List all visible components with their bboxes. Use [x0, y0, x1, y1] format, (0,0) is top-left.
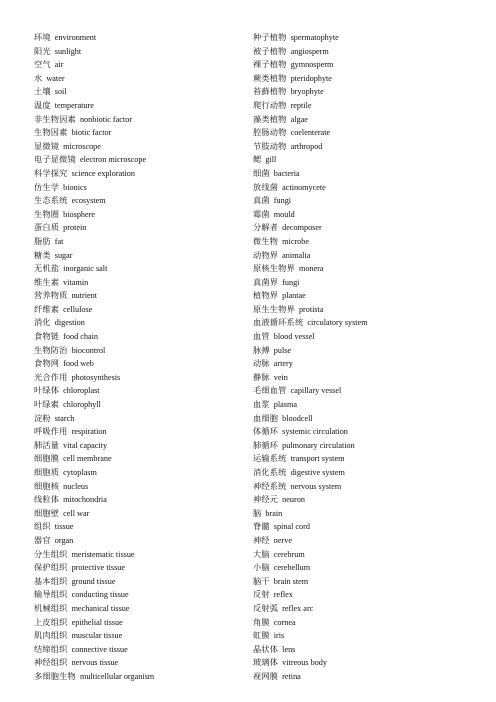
- glossary-entry: [253, 113, 453, 127]
- chinese-term: 真菌界: [253, 276, 279, 287]
- chinese-term: 温度: [34, 99, 51, 110]
- chinese-term: 糖类: [34, 249, 51, 260]
- chinese-term: 呼吸作用: [34, 426, 68, 437]
- chinese-term: 阳光: [34, 45, 51, 56]
- glossary-entry: [34, 289, 220, 303]
- chinese-term: 肺活量: [34, 439, 60, 450]
- chinese-term: 淀粉: [34, 412, 51, 423]
- glossary-entry: [253, 85, 453, 99]
- glossary-entry: [253, 452, 453, 466]
- glossary-entry: [253, 425, 453, 439]
- english-term: bloodcell: [282, 413, 313, 423]
- chinese-term: 原核生物界: [253, 263, 295, 274]
- english-term: nerve: [273, 535, 292, 545]
- english-term: pteridophyte: [290, 73, 332, 83]
- english-term: tissue: [54, 522, 74, 532]
- chinese-term: 科学探究: [34, 167, 68, 178]
- chinese-term: 结缔组织: [34, 643, 68, 654]
- english-term: biotic factor: [71, 128, 112, 138]
- chinese-term: 血液循环系统: [253, 317, 304, 328]
- chinese-term: 显微镜: [34, 140, 60, 151]
- english-term: fat: [54, 236, 64, 246]
- english-term: mitochondria: [63, 495, 107, 505]
- glossary-entry: [34, 208, 220, 222]
- english-term: protista: [298, 304, 324, 314]
- glossary-entry: [253, 439, 453, 453]
- english-term: fungi: [282, 277, 300, 287]
- english-term: digestive system: [290, 468, 345, 477]
- chinese-term: 苔藓植物: [253, 86, 287, 97]
- english-term: fungi: [273, 196, 292, 206]
- glossary-entry: [253, 221, 453, 235]
- glossary-entry: [34, 153, 220, 167]
- glossary-entry: [253, 167, 453, 181]
- chinese-term: 真菌: [253, 195, 270, 206]
- glossary-entry: [34, 235, 220, 249]
- chinese-term: 血管: [253, 331, 270, 342]
- english-term: inorganic salt: [63, 264, 108, 274]
- english-term: retina: [282, 671, 301, 681]
- glossary-entry: [253, 548, 453, 562]
- glossary-entry: [253, 140, 453, 154]
- chinese-term: 蛋白质: [34, 222, 60, 233]
- chinese-term: 消化系统: [253, 467, 287, 477]
- english-term: temperature: [54, 100, 94, 110]
- english-term: brain: [265, 508, 283, 518]
- glossary-entry: [34, 316, 220, 330]
- chinese-term: 营养物质: [34, 290, 68, 301]
- glossary-entry: [34, 575, 220, 589]
- glossary-entry: [34, 140, 220, 154]
- english-term: algae: [290, 114, 308, 124]
- glossary-entry: [34, 412, 220, 426]
- glossary-entry: [253, 126, 453, 140]
- english-term: neuron: [282, 495, 305, 505]
- glossary-entry: [253, 602, 453, 616]
- glossary-entry: [34, 249, 220, 263]
- chinese-term: 机械组织: [34, 602, 68, 613]
- chinese-term: 蕨类植物: [253, 72, 287, 83]
- glossary-entry: [253, 249, 453, 263]
- glossary-entry: [34, 643, 220, 657]
- glossary-entry: [253, 58, 453, 72]
- glossary-entry: [253, 643, 453, 657]
- glossary-entry: [34, 398, 220, 412]
- chinese-term: 大脑: [253, 548, 270, 559]
- glossary-entry: [253, 289, 453, 303]
- glossary-entry: [34, 480, 220, 494]
- glossary-entry: [253, 371, 453, 385]
- english-term: capillary vessel: [290, 386, 342, 396]
- glossary-entry: [253, 194, 453, 208]
- glossary-entry: [253, 262, 453, 276]
- chinese-term: 生物圈: [34, 208, 60, 219]
- chinese-term: 光合作用: [34, 371, 68, 382]
- english-term: nervous system: [290, 481, 342, 491]
- english-term: nonbiotic factor: [79, 114, 133, 124]
- english-term: vitamin: [63, 277, 89, 287]
- english-term: brain stem: [273, 576, 309, 586]
- chinese-term: 脑: [253, 507, 262, 518]
- glossary-entry: [253, 412, 453, 426]
- chinese-term: 运输系统: [253, 453, 287, 464]
- glossary-entry: [253, 384, 453, 398]
- chinese-term: 肺循环: [253, 439, 279, 450]
- chinese-term: 角膜: [253, 616, 270, 627]
- glossary-entry: [34, 629, 220, 643]
- chinese-term: 植物界: [253, 290, 279, 301]
- chinese-term: 反射: [253, 589, 270, 600]
- glossary-entry: [253, 520, 453, 534]
- glossary-entry: [253, 616, 453, 630]
- english-term: cellulose: [63, 304, 93, 314]
- english-term: chlorophyll: [63, 400, 101, 410]
- english-term: ground tissue: [71, 576, 116, 586]
- english-term: bacteria: [273, 168, 300, 178]
- english-term: systemic circulation: [282, 427, 348, 437]
- english-term: starch: [54, 413, 75, 423]
- chinese-term: 消化: [34, 317, 51, 328]
- glossary-entry: [253, 588, 453, 602]
- glossary-entry: [34, 85, 220, 99]
- glossary-entry: [34, 45, 220, 59]
- glossary-entry: [253, 72, 453, 86]
- english-term: lens: [282, 644, 296, 654]
- english-term: soil: [54, 87, 67, 97]
- glossary-entry: [34, 167, 220, 181]
- chinese-term: 小脑: [253, 562, 270, 573]
- chinese-term: 鳃: [253, 154, 262, 165]
- english-term: ecosystem: [71, 196, 106, 206]
- chinese-term: 神经系统: [253, 480, 287, 491]
- english-term: chloroplast: [63, 386, 100, 396]
- glossary-entry: [253, 330, 453, 344]
- glossary-entry: [34, 58, 220, 72]
- glossary-entry: [34, 99, 220, 113]
- glossary-entry: [253, 656, 453, 670]
- glossary-entry: [34, 452, 220, 466]
- glossary-entry: [34, 276, 220, 290]
- chinese-term: 生态系统: [34, 195, 68, 206]
- english-term: spermatophyte: [290, 33, 339, 42]
- chinese-term: 环境: [34, 32, 51, 42]
- chinese-term: 腔肠动物: [253, 127, 287, 138]
- glossary-entry: [34, 670, 220, 684]
- chinese-term: 肌肉组织: [34, 630, 68, 641]
- chinese-term: 神经: [253, 534, 270, 545]
- english-term: gymnosperm: [290, 60, 334, 70]
- chinese-term: 视网膜: [253, 670, 279, 681]
- chinese-term: 神经元: [253, 494, 279, 505]
- chinese-term: 种子植物: [253, 32, 287, 42]
- english-term: multicellular organism: [79, 671, 155, 681]
- glossary-entry: [253, 357, 453, 371]
- english-term: mechanical tissue: [71, 603, 130, 613]
- glossary-entry: [34, 262, 220, 276]
- chinese-term: 输导组织: [34, 589, 68, 600]
- english-term: arthropod: [290, 141, 323, 151]
- english-term: cell war: [63, 508, 90, 518]
- chinese-term: 细胞壁: [34, 507, 60, 518]
- chinese-term: 食物链: [34, 331, 60, 342]
- chinese-term: 血细胞: [253, 412, 279, 423]
- english-term: reflex arc: [282, 603, 314, 613]
- english-term: air: [54, 60, 64, 70]
- english-term: vital capacity: [63, 440, 108, 450]
- glossary-entry: [253, 31, 453, 45]
- glossary-entry: [253, 561, 453, 575]
- english-term: bryophyte: [290, 87, 324, 97]
- english-term: electron microscope: [79, 155, 147, 165]
- chinese-term: 微生物: [253, 235, 279, 246]
- glossary-entry: [34, 493, 220, 507]
- chinese-term: 分生组织: [34, 548, 68, 559]
- english-term: vein: [273, 372, 288, 382]
- chinese-term: 反射弧: [253, 602, 279, 613]
- english-term: protective tissue: [71, 563, 125, 573]
- english-term: bionics: [63, 182, 87, 192]
- glossary-entry: [34, 534, 220, 548]
- chinese-term: 仿生学: [34, 181, 60, 192]
- glossary-entry: [253, 466, 453, 480]
- glossary-entry: [34, 616, 220, 630]
- glossary-entry: [34, 588, 220, 602]
- chinese-term: 体循环: [253, 426, 279, 437]
- english-term: iris: [273, 631, 285, 641]
- glossary-entry: [34, 221, 220, 235]
- glossary-entry: [253, 153, 453, 167]
- chinese-term: 分解者: [253, 222, 279, 233]
- chinese-term: 脑干: [253, 575, 270, 586]
- chinese-term: 生物因素: [34, 127, 68, 138]
- glossary-entry: [34, 181, 220, 195]
- glossary-entry: [253, 670, 453, 684]
- chinese-term: 血浆: [253, 399, 270, 410]
- chinese-term: 细胞核: [34, 480, 60, 491]
- glossary-entry: [34, 656, 220, 670]
- english-term: monera: [298, 264, 324, 274]
- english-term: actinomycete: [282, 182, 326, 192]
- chinese-term: 脉搏: [253, 344, 270, 355]
- english-term: science exploration: [71, 168, 135, 178]
- english-term: cerebrum: [273, 549, 305, 559]
- english-term: sunlight: [54, 46, 82, 56]
- glossary-entry: [253, 534, 453, 548]
- chinese-term: 纤维素: [34, 303, 60, 314]
- english-term: biocontrol: [71, 345, 106, 355]
- chinese-term: 水: [34, 72, 43, 83]
- english-term: biosphere: [63, 209, 96, 219]
- chinese-term: 动脉: [253, 358, 270, 369]
- chinese-term: 组织: [34, 521, 51, 532]
- english-term: decomposer: [282, 223, 322, 233]
- english-term: sugar: [54, 250, 73, 260]
- chinese-term: 被子植物: [253, 45, 287, 56]
- english-term: circulatory system: [307, 318, 368, 328]
- chinese-term: 脊髓: [253, 521, 270, 532]
- glossary-entry: [253, 181, 453, 195]
- glossary-entry: [34, 439, 220, 453]
- glossary-entry: [34, 602, 220, 616]
- glossary-entry: [34, 507, 220, 521]
- glossary-entry: [34, 384, 220, 398]
- chinese-term: 生物防治: [34, 344, 68, 355]
- glossary-entry: [34, 303, 220, 317]
- english-term: plasma: [273, 400, 297, 410]
- glossary-entry: [253, 344, 453, 358]
- english-term: coelenterate: [290, 128, 331, 138]
- glossary-entry: [34, 548, 220, 562]
- glossary-entry: [253, 398, 453, 412]
- glossary-entry: [253, 316, 453, 330]
- chinese-term: 动物界: [253, 249, 279, 260]
- glossary-entry: [34, 344, 220, 358]
- chinese-term: 原生生物界: [253, 303, 295, 314]
- english-term: connective tissue: [71, 644, 128, 654]
- english-term: animalia: [282, 250, 311, 260]
- chinese-term: 节肢动物: [253, 140, 287, 151]
- glossary-entry: [253, 575, 453, 589]
- chinese-term: 叶绿素: [34, 399, 60, 410]
- glossary-entry: [34, 126, 220, 140]
- chinese-term: 电子显微镜: [34, 154, 76, 165]
- chinese-term: 细菌: [253, 167, 270, 178]
- english-term: conducting tissue: [71, 590, 129, 600]
- english-term: microbe: [282, 236, 309, 246]
- glossary-entry: [34, 561, 220, 575]
- glossary-entry: [34, 371, 220, 385]
- english-term: food web: [63, 359, 94, 369]
- english-term: reflex: [273, 590, 293, 600]
- english-term: cytoplasm: [63, 468, 97, 477]
- glossary-entry: [34, 113, 220, 127]
- glossary-column-left: [34, 31, 220, 684]
- chinese-term: 神经组织: [34, 657, 68, 668]
- chinese-term: 食物网: [34, 358, 60, 369]
- chinese-term: 非生物因素: [34, 113, 76, 124]
- english-term: microscope: [63, 141, 101, 151]
- english-term: nervous tissue: [71, 658, 119, 668]
- chinese-term: 保护组织: [34, 562, 68, 573]
- chinese-term: 线粒体: [34, 494, 60, 505]
- glossary-entry: [34, 194, 220, 208]
- english-term: digestion: [54, 318, 85, 328]
- english-term: pulmonary circulation: [282, 440, 355, 450]
- english-term: nucleus: [63, 481, 89, 491]
- glossary-entry: [34, 72, 220, 86]
- glossary-entry: [253, 235, 453, 249]
- chinese-term: 叶绿体: [34, 385, 60, 396]
- english-term: meristematic tissue: [71, 549, 135, 559]
- glossary-entry: [253, 45, 453, 59]
- chinese-term: 放线菌: [253, 181, 279, 192]
- english-term: artery: [273, 359, 293, 369]
- glossary-entry: [253, 507, 453, 521]
- glossary-entry: [253, 303, 453, 317]
- chinese-term: 器官: [34, 534, 51, 545]
- english-term: protein: [63, 223, 87, 233]
- chinese-term: 脂肪: [34, 235, 51, 246]
- english-term: plantae: [282, 291, 306, 301]
- english-term: water: [46, 73, 65, 83]
- chinese-term: 裸子植物: [253, 59, 287, 70]
- english-term: cerebellum: [273, 563, 311, 573]
- english-term: vitreous body: [282, 658, 327, 668]
- chinese-term: 细胞质: [34, 467, 60, 477]
- chinese-term: 上皮组织: [34, 616, 68, 627]
- glossary-entry: [34, 520, 220, 534]
- chinese-term: 土壤: [34, 86, 51, 97]
- chinese-term: 细胞膜: [34, 453, 60, 464]
- english-term: environment: [54, 33, 97, 42]
- glossary-entry: [253, 208, 453, 222]
- english-term: transport system: [290, 454, 345, 464]
- glossary-column-right: [253, 31, 453, 684]
- glossary-entry: [34, 425, 220, 439]
- english-term: angiosperm: [290, 46, 329, 56]
- glossary-entry: [253, 276, 453, 290]
- glossary-entry: [253, 99, 453, 113]
- english-term: muscular tissue: [71, 631, 123, 641]
- glossary-entry: [253, 629, 453, 643]
- english-term: food chain: [63, 332, 98, 342]
- english-term: reptile: [290, 100, 312, 110]
- english-term: nutrient: [71, 291, 98, 301]
- glossary-entry: [34, 466, 220, 480]
- chinese-term: 爬行动物: [253, 99, 287, 110]
- chinese-term: 藻类植物: [253, 113, 287, 124]
- english-term: cornea: [273, 617, 296, 627]
- glossary-entry: [253, 493, 453, 507]
- english-term: blood vessel: [273, 332, 315, 342]
- english-term: gill: [265, 155, 277, 165]
- english-term: cell membrane: [63, 454, 112, 464]
- english-term: photosynthesis: [71, 372, 121, 382]
- chinese-term: 玻璃体: [253, 657, 279, 668]
- chinese-term: 维生素: [34, 276, 60, 287]
- chinese-term: 静脉: [253, 371, 270, 382]
- glossary-entry: [253, 480, 453, 494]
- glossary-entry: [34, 357, 220, 371]
- english-term: mould: [273, 209, 295, 219]
- chinese-term: 多细胞生物: [34, 670, 76, 681]
- chinese-term: 无机盐: [34, 263, 60, 274]
- english-term: pulse: [273, 345, 292, 355]
- chinese-term: 基本组织: [34, 575, 68, 586]
- english-term: spinal cord: [273, 522, 310, 532]
- chinese-term: 霉菌: [253, 208, 270, 219]
- english-term: respiration: [71, 427, 107, 437]
- glossary-entry: [34, 330, 220, 344]
- chinese-term: 空气: [34, 59, 51, 70]
- english-term: organ: [54, 535, 74, 545]
- chinese-term: 虹膜: [253, 630, 270, 641]
- english-term: epithelial tissue: [71, 617, 123, 627]
- glossary-entry: [34, 31, 220, 45]
- chinese-term: 晶状体: [253, 643, 279, 654]
- chinese-term: 毛细血管: [253, 385, 287, 396]
